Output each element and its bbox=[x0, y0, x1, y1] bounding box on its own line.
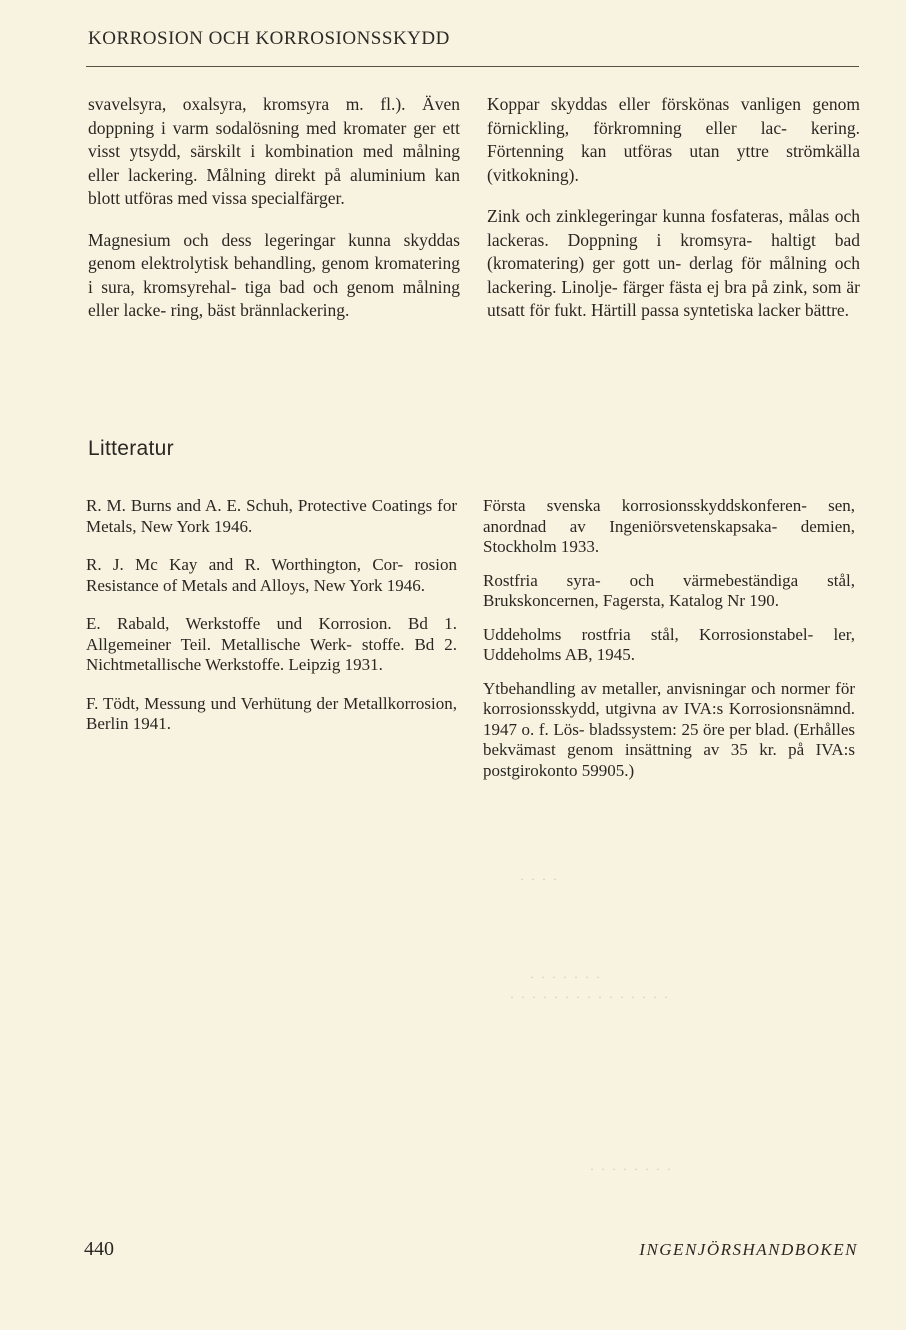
show-through-mark: · · · · · · · bbox=[530, 970, 602, 984]
reference-item: Rostfria syra- och värmebeständiga stål, Brukskoncernen, Fagersta, Katalog Nr 190. bbox=[483, 570, 855, 610]
literature-heading: Litteratur bbox=[88, 437, 174, 460]
literature-left-list bbox=[86, 496, 457, 753]
literature-right-list bbox=[483, 496, 855, 794]
show-through-mark: · · · · · · · · bbox=[590, 1162, 673, 1176]
paragraph-koppar: Koppar skyddas eller förskönas vanligen genom förnickling, förkromning eller lac- kering. Förtenning kan utföras utan yttre strömkälla (vitkokning). bbox=[487, 94, 860, 185]
paragraph-aluminium-continued: svavelsyra, oxalsyra, kromsyra m. fl.). Även doppning i varm sodalösning med kromater ger ett visst ytsydd, särskilt i kombination med målning eller lackering. Målning direkt på aluminium kan blott utföras med vissa specialfärger. bbox=[88, 94, 460, 208]
paragraph-magnesium: Magnesium och dess legeringar kunna skyddas genom elektrolytisk behandling, genom kromatering i sura, kromsyrehal- tiga bad och genom målning eller lacke- ring, bäst brännlackering. bbox=[88, 229, 460, 320]
show-through-mark: · · · · bbox=[520, 872, 559, 886]
reference-item: Första svenska korrosionsskyddskonferen- sen, anordnad av Ingeniörsvetenskapsaka- demien, Stockholm 1933. bbox=[483, 496, 855, 556]
page-number: 440 bbox=[84, 1238, 114, 1260]
right-text-column bbox=[487, 93, 860, 341]
reference-item: R. M. Burns and A. E. Schuh, Protective Coatings for Metals, New York 1946. bbox=[86, 496, 457, 536]
reference-item: Uddeholms rostfria stål, Korrosionstabel- ler, Uddeholms AB, 1945. bbox=[483, 624, 855, 664]
left-text-column bbox=[88, 93, 460, 341]
show-through-mark: · · · · · · · · · · · · · · · bbox=[510, 990, 670, 1004]
reference-item: E. Rabald, Werkstoffe und Korrosion. Bd 1. Allgemeiner Teil. Metallische Werk- stoffe. Bd 2. Nichtmetallische Werkstoffe. Leipzig 1931. bbox=[86, 614, 457, 674]
header-rule bbox=[86, 66, 859, 67]
reference-item: F. Tödt, Messung und Verhütung der Metallkorrosion, Berlin 1941. bbox=[86, 693, 457, 733]
reference-item: R. J. Mc Kay and R. Worthington, Cor- rosion Resistance of Metals and Alloys, New York 1946. bbox=[86, 555, 457, 595]
reference-item: Ytbehandling av metaller, anvisningar och normer för korrosionsskydd, utgivna av IVA:s Korrosionsnämnd. 1947 o. f. Lös- bladssystem: 25 öre per blad. (Erhålles bekvämast genom insättning av 35 kr. på IVA:s postgirokonto 59905.) bbox=[483, 678, 855, 780]
running-header: KORROSION OCH KORROSIONSSKYDD bbox=[88, 28, 450, 49]
paragraph-zink: Zink och zinklegeringar kunna fosfateras, målas och lackeras. Doppning i kromsyra- haltigt bad (kromatering) ger gott un- derlag för målning och lackering. Linolje- färger fästa ej bra på zink, som är utsatt för fukt. Härtill passa syntetiska lacker bättre. bbox=[487, 206, 860, 320]
book-title: INGENJÖRSHANDBOKEN bbox=[639, 1240, 858, 1259]
